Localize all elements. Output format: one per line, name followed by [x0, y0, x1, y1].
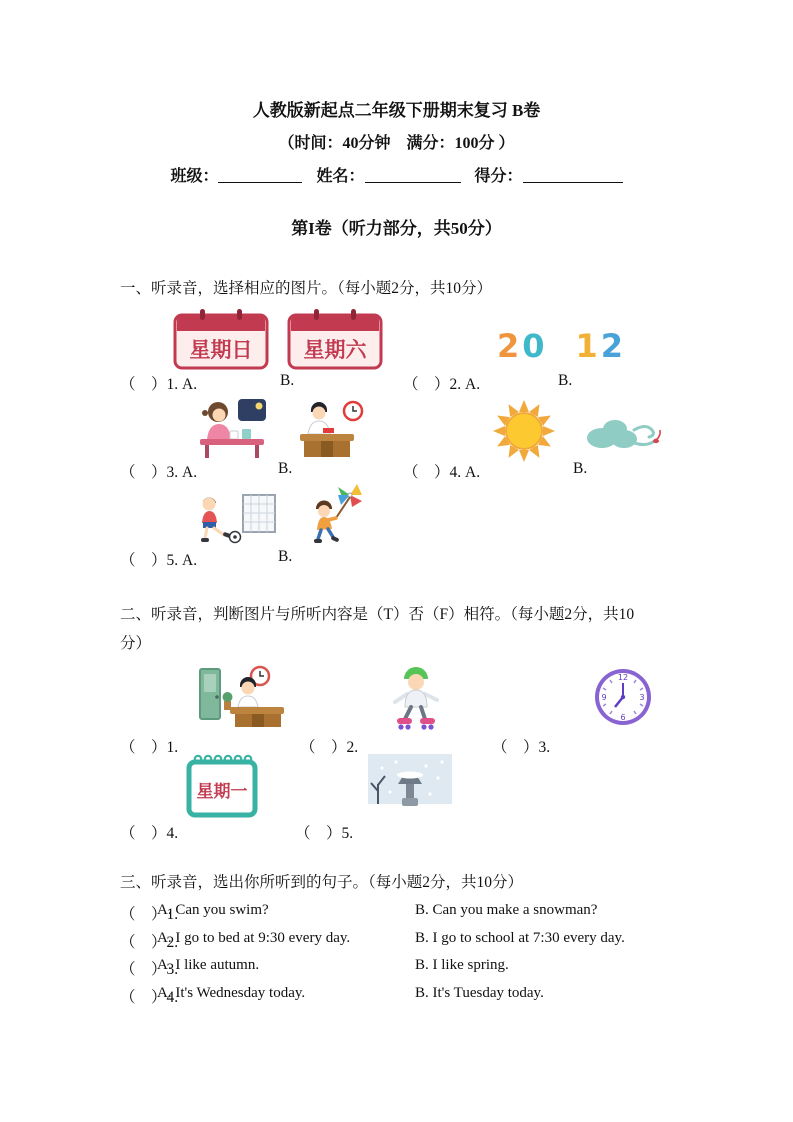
section3-header: 三、听录音，选出你所听到的句子。（每小题2分，共10分）	[120, 874, 524, 891]
name-blank	[365, 168, 461, 183]
option-b: B. I like spring.	[415, 957, 509, 973]
girl-painting-image	[196, 398, 268, 460]
s3-question-4	[0, 985, 793, 1009]
answer-label: B.	[280, 372, 295, 389]
clock-number-12: 12	[617, 673, 629, 682]
question-number: （ ）3.	[120, 961, 179, 978]
calendar-sunday-image	[173, 308, 269, 370]
s1-answer-row-1	[0, 372, 793, 396]
option-a: A. I go to bed at 9:30 every day.	[157, 930, 351, 946]
clock-number-9: 9	[601, 693, 607, 702]
clock-number-6: 6	[620, 713, 626, 722]
option-b: B. It's Tuesday today.	[415, 985, 544, 1001]
answer-label: （ ）3.	[492, 739, 551, 756]
option-a: A. It's Wednesday today.	[157, 985, 306, 1001]
windy-cloud-icon	[582, 412, 666, 458]
answer-label: （ ）3. A.	[120, 464, 198, 481]
section2-header-line2: 分）	[120, 635, 152, 652]
student-info-line	[0, 163, 793, 186]
calendar-monday-label: 星期一	[196, 782, 248, 801]
s1-answer-row-2	[0, 460, 793, 484]
answer-label: （ ）2.	[300, 739, 359, 756]
child-with-pinwheel-kite-image	[308, 484, 366, 546]
calendar-saturday-image	[287, 308, 383, 370]
answer-label: （ ）4.	[120, 825, 179, 842]
class-blank	[218, 168, 302, 183]
option-a: A. I like autumn.	[157, 957, 260, 973]
answer-label: B.	[573, 460, 588, 477]
digit-2: 2	[497, 327, 523, 365]
digit-0: 0	[522, 327, 548, 365]
option-b: B. Can you make a snowman?	[415, 902, 598, 918]
answer-label: （ ）2. A.	[403, 376, 481, 393]
time-score-line: （时间：40分钟 满分：100分 ）	[278, 135, 515, 152]
option-b: B. I go to school at 7:30 every day.	[415, 930, 625, 946]
name-label: 姓名：	[316, 168, 365, 185]
answer-label: B.	[558, 372, 573, 389]
question-number: （ ）2.	[120, 934, 179, 951]
year-2012-numbers	[497, 327, 627, 365]
answer-label: B.	[278, 548, 293, 565]
purple-clock-icon	[592, 666, 654, 728]
clock-number-3: 3	[639, 693, 645, 702]
page-title: 人教版新起点二年级下册期末复习 B卷	[252, 101, 541, 120]
question-number: （ ）4.	[120, 989, 179, 1006]
answer-label: （ ）5.	[295, 825, 354, 842]
sun-icon	[488, 398, 560, 464]
roller-skating-child-image	[385, 660, 447, 732]
calendar-saturday-label: 星期六	[303, 338, 367, 362]
s3-question-3	[0, 957, 793, 981]
digit-2b: 2	[600, 327, 627, 365]
s3-question-2	[0, 930, 793, 954]
score-blank	[523, 168, 623, 183]
score-label: 得分：	[474, 168, 523, 185]
section2-header-line1: 二、听录音，判断图片与所听内容是（T）否（F）相符。（每小题2分，共10	[120, 606, 635, 623]
answer-label: （ ）5. A.	[120, 552, 198, 569]
playing-football-image	[193, 488, 279, 546]
answer-label: （ ）1. A.	[120, 376, 198, 393]
part1-title: 第I卷（听力部分，共50分）	[291, 219, 502, 238]
answer-label: （ ）1.	[120, 739, 179, 756]
s1-answer-row-3	[0, 548, 793, 572]
question-number: （ ）1.	[120, 906, 179, 923]
class-label: 班级：	[170, 168, 219, 185]
snowy-lantern-scene-image	[368, 754, 452, 818]
section1-header: 一、听录音，选择相应的图片。（每小题2分，共10分）	[120, 280, 493, 297]
answer-label: B.	[278, 460, 293, 477]
option-a: A. Can you swim?	[157, 902, 269, 918]
digit-1: 1	[575, 327, 601, 365]
calendar-monday-image	[186, 752, 258, 818]
answer-label: （ ）4. A.	[403, 464, 481, 481]
boy-in-bedroom-image	[196, 663, 292, 731]
teacher-classroom-image	[293, 398, 365, 460]
s2-answer-row-2	[0, 821, 793, 845]
calendar-sunday-label: 星期日	[189, 338, 253, 362]
s3-question-1	[0, 902, 793, 926]
